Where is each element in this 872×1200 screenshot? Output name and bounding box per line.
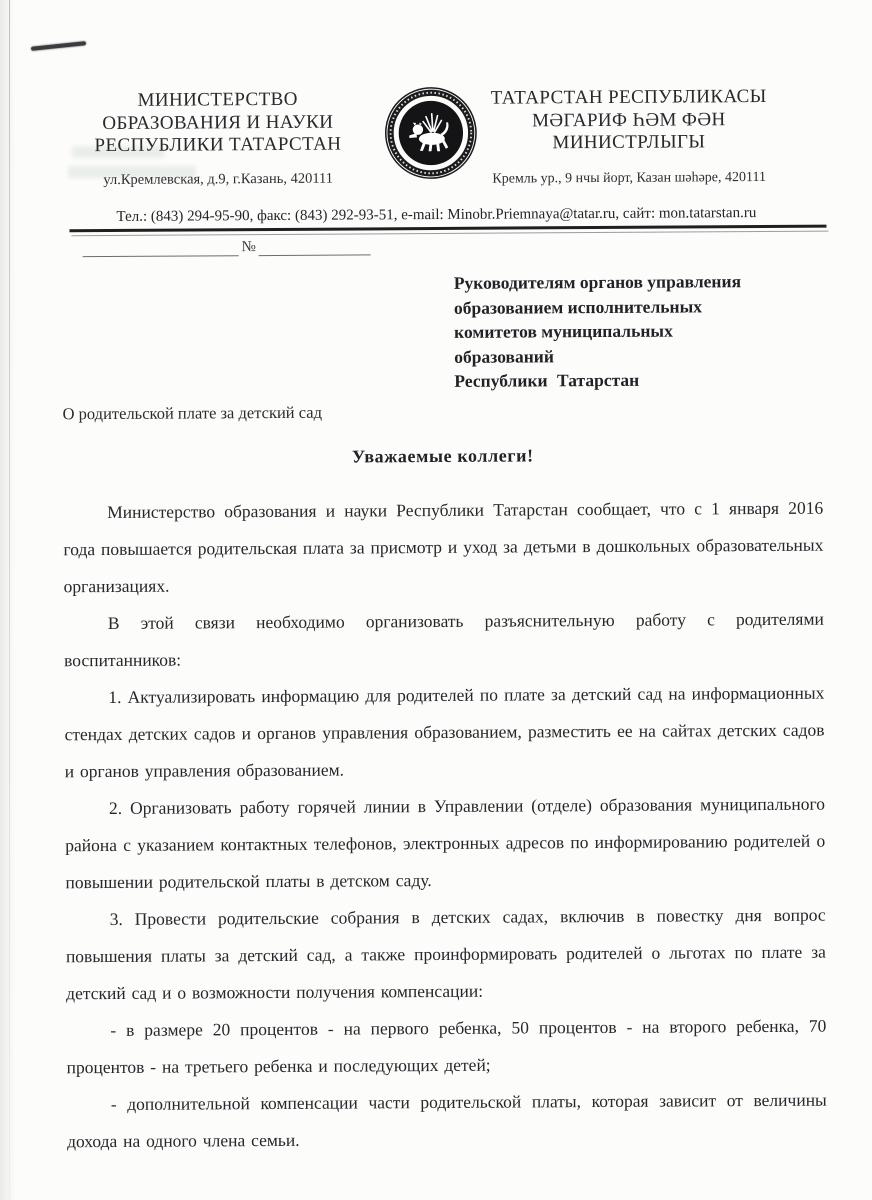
addressee-block (454, 269, 827, 394)
org-line: МӘГАРИФ ҺӘМ ФӘН (532, 108, 726, 131)
ministry-address-tatar: Кремль ур., 9 нчы йорт, Казан шәһәре, 420111 (492, 169, 767, 187)
subject-line: О родительской плате за детский сад (62, 402, 323, 424)
body-paragraph: 1. Актуализировать информацию для родителей по плате за детский сад на информационных стендах детских садов и органов управления образованием, разместить ее на сайтах детских садов и органов управления образованием. (64, 682, 825, 782)
body-paragraph: В этой связи необходимо организовать разъяснительную работу с родителями воспитанников: (64, 608, 824, 671)
ministry-name-tatar (476, 86, 782, 155)
ministry-name-russian (70, 88, 366, 157)
date-blank-line (83, 241, 239, 257)
body-paragraph: Министерство образования и науки Республики Татарстан сообщает, что с 1 января 2016 года повышается родительская плата за присмотр и уход за детьми в дошкольных образовательных организациях. (63, 497, 824, 597)
emblem-ring-text: ТАТАРСТАН (409, 159, 453, 172)
org-line: РЕСПУБЛИКИ ТАТАРСТАН (94, 133, 342, 157)
ministry-address-russian: ул.Кремлевская, д.9, г.Казань, 420111 (103, 170, 334, 189)
reference-number-row (83, 238, 371, 258)
number-blank-line (259, 240, 371, 256)
addressee-line: образований (454, 345, 554, 367)
body-paragraph: - в размере 20 процентов - на первого ребенка, 50 процентов - на второго ребенка, 70 процентов - на третьего ребенка и последующих детей; (66, 1015, 827, 1078)
number-sign: № (241, 239, 256, 256)
org-line: МИНИСТЕРСТВО (137, 88, 298, 111)
addressee-line: образованием исполнительных (453, 295, 703, 318)
addressee-line: Руководителям органов управления (453, 271, 742, 293)
salutation: Уважаемые коллеги! (351, 445, 534, 467)
contact-info-line: Тел.: (843) 294-95-90, факс: (843) 292-93-51, e-mail: Minobr.Priemnaya@tatar.ru, сайт: mon.tatarstan.ru (116, 205, 757, 225)
addressee-line: Республики Татарстан (454, 369, 640, 391)
org-line: МИНИСТРЛЫГЫ (552, 131, 706, 154)
tatarstan-coat-of-arms-icon (383, 85, 480, 182)
org-line: ОБРАЗОВАНИЯ И НАУКИ (102, 111, 334, 134)
body-paragraph: 2. Организовать работу горячей линии в Управлении (отделе) образования муниципального района с указанием контактных телефонов, электронных адресов по информированию родителей о повышении родительской платы в детском саду. (65, 793, 826, 893)
body-paragraph: 3. Провести родительские собрания в детских садах, включив в повестку дня вопрос повышения платы за детский сад, а также проинформировать родителей о льготах по плате за детский сад и о возможности получения компенсации: (65, 904, 826, 1004)
org-line: ТАТАРСТАН РЕСПУБЛИКАСЫ (490, 85, 767, 109)
body-paragraph: - дополнительной компенсации части родительской платы, которая зависит от величины дохода на одного члена семьи. (66, 1089, 827, 1152)
addressee-line: комитетов муниципальных (454, 320, 673, 342)
letter-body (63, 490, 827, 1161)
